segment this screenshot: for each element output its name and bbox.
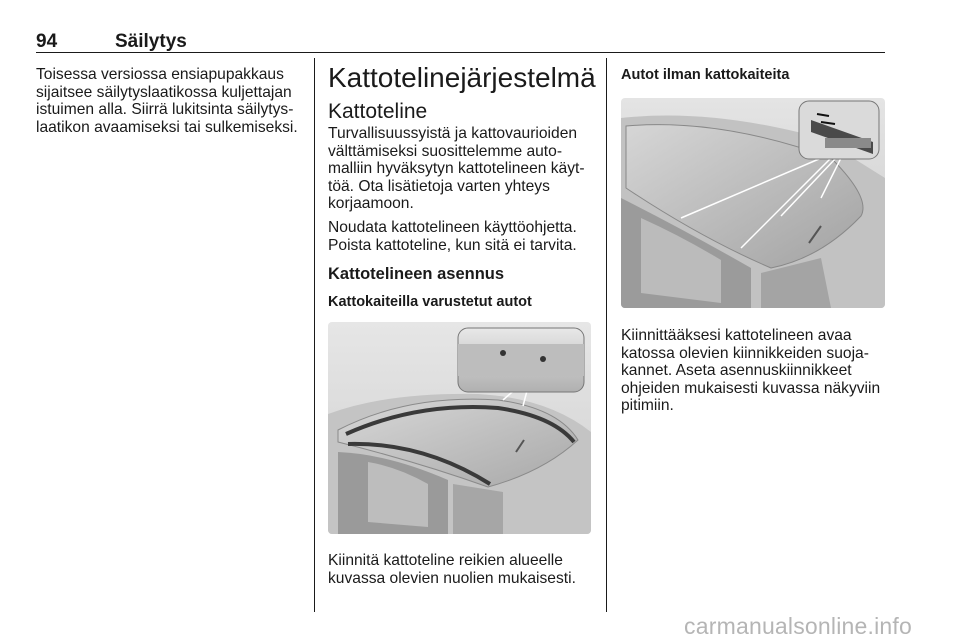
page-number: 94	[36, 31, 58, 52]
no-rails-illustration	[621, 98, 885, 308]
no-rails-heading: Autot ilman kattokaiteita	[621, 67, 790, 83]
usage-paragraph: Noudata kattotelineen käyttöohjetta. Poista kattoteline, kun sitä ei tarvita.	[328, 218, 577, 254]
installation-heading: Kattotelineen asennus	[328, 265, 505, 284]
chapter-title: Säilytys	[115, 31, 187, 52]
roof-rails-figure	[328, 322, 591, 534]
column-2	[328, 62, 598, 587]
section-title: Kattotelinejärjestelmä	[328, 62, 596, 93]
column-1	[36, 66, 308, 136]
no-rails-figure	[621, 98, 885, 308]
safety-paragraph: Turvallisuussyistä ja kattovaurioiden välttämiseksi suosittelemme automalliin hyväksytyn kattotelineen käyttöä. Ota lisätietoja varten yhteys korjaamoon.	[328, 125, 585, 213]
intro-paragraph: Toisessa versiossa ensiapupakkaus sijaitsee säilytyslaatikossa kuljettajan istuimen alla. Siirrä lukitsinta säilytyslaatikon avaamiseksi tai sulkemiseksi.	[36, 66, 298, 136]
rails-heading: Kattokaiteilla varustetut autot	[328, 294, 532, 311]
column-divider-2	[606, 58, 607, 612]
roof-rails-illustration	[328, 322, 591, 534]
no-rails-caption: Kiinnittääksesi kattotelineen avaa katossa olevien kiinnikkeiden suojakannet. Aseta asennuskiinnikkeet ohjeiden mukaisesti kuvassa näkyviin pitimiin.	[621, 327, 881, 415]
column-3	[621, 66, 887, 415]
rails-caption: Kiinnitä kattoteline reikien alueelle kuvassa olevien nuolien mukaisesti.	[328, 552, 576, 587]
column-divider-1	[314, 58, 315, 612]
subsection-title: Kattoteline	[328, 100, 428, 123]
header-divider	[36, 52, 885, 53]
watermark: carmanualsonline.info	[684, 613, 912, 639]
